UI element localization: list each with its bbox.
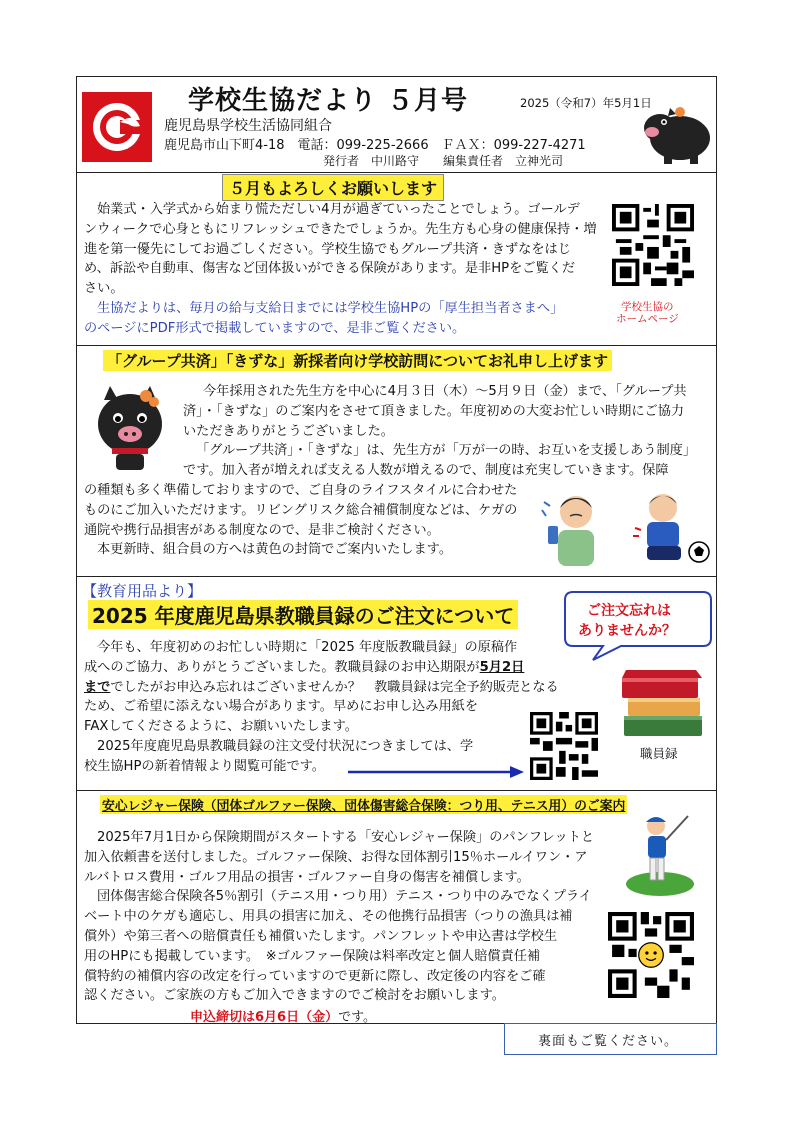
leisure-deadline bbox=[190, 1006, 376, 1025]
divider-visit bbox=[76, 576, 717, 577]
greeting-body bbox=[84, 200, 597, 339]
greeting-line: ンウィークで心身ともにリフレッシュできたでしょうか。先生方も心身の健康保持・増 bbox=[84, 221, 597, 237]
boar-girl-mascot-icon bbox=[90, 382, 170, 472]
roster-deadline-date: 5月2日 bbox=[479, 659, 525, 675]
page-title: 学校生協だより ５月号 bbox=[188, 86, 469, 116]
visit-line: ものにご加入いただけます。リビングリスク総合補償制度などは、ケガの bbox=[84, 502, 518, 518]
visit-line: 済」・「きずな」のご案内をさせて頂きました。年度初めの大変お忙しい時期にご協力 bbox=[183, 403, 685, 419]
leisure-line: 償特約の補償内容の改定を行っていますので更新に際し、改定後の内容をご確 bbox=[84, 968, 546, 984]
homepage-qr-code[interactable] bbox=[612, 204, 694, 286]
visit-heading: 「グループ共済」「きずな」新採者向け学校訪問についてお礼申し上げます bbox=[103, 350, 612, 371]
boar-mascot-icon bbox=[640, 98, 712, 168]
greeting-blue-line: 生協だよりは、毎月の給与支給日までには学校生協HPの「厚生担当者さまへ」 bbox=[97, 300, 564, 316]
divider-roster bbox=[76, 790, 717, 791]
book-stack-illustration bbox=[618, 664, 706, 740]
injured-child-illustration bbox=[625, 488, 713, 568]
roster-line: 今年も、年度初めのお忙しい時期に「2025 年度版教職員録」の原稿作 bbox=[97, 640, 518, 655]
coop-logo bbox=[82, 92, 152, 162]
greeting-blue-line: のページにPDF形式で掲載していますので、是非ご覧ください。 bbox=[84, 320, 466, 336]
worried-person-illustration bbox=[540, 490, 612, 568]
roster-line-text: でしたがお申込み忘れはございませんか？ 教職員録は完全予約販売となる bbox=[110, 679, 559, 695]
divider-greeting bbox=[76, 345, 717, 346]
leisure-line: 団体傷害総合保険各5％割引（テニス用・つり用）テニス・つり中のみでなくプライ bbox=[97, 889, 592, 905]
leisure-line: 加入依頼書を送付しました。ゴルファー保険、お得な団体割引15％ホールイワン・ア bbox=[84, 849, 588, 865]
greeting-line: 進を第一優先にしてお過ごしください。学校生協でもグループ共済・きずなをはじ bbox=[84, 241, 571, 257]
roster-body bbox=[84, 638, 559, 777]
qr-caption-2: ホームページ bbox=[616, 313, 679, 325]
leisure-line: 用のHPにも掲載しています。 ※ゴルファー保険は料率改定と個人賠償責任補 bbox=[84, 948, 541, 964]
roster-line bbox=[84, 658, 559, 678]
visit-line: 「グループ共済」・「きずな」は、先生方が「万が一の時、お互いを支援しあう制度」 bbox=[196, 443, 697, 459]
divider-header bbox=[76, 172, 717, 173]
bubble-line-2: ありませんか？ bbox=[578, 623, 676, 639]
issue-date: 2025（令和7）年5月1日 bbox=[520, 96, 652, 110]
book-caption: 職員録 bbox=[640, 746, 678, 761]
roster-line bbox=[84, 678, 559, 698]
roster-line-text: 成へのご協力、ありがとうございました。教職員録のお申込期限が bbox=[84, 659, 480, 675]
roster-line: 校生協HPの新着情報より閲覧可能です。 bbox=[84, 758, 325, 774]
leisure-qr-code[interactable] bbox=[608, 912, 694, 998]
arrow-to-qr-icon bbox=[348, 764, 524, 778]
roster-heading: 2025 年度鹿児島県教職員録のご注文について bbox=[88, 600, 518, 629]
address-line: 鹿児島市山下町4-18 電話：099-225-2666 ＦＡＸ：099-227-4271 bbox=[164, 138, 586, 153]
visit-line: です。加入者が増えれば支える人数が増えるので、制度は充実していきます。保障 bbox=[183, 463, 669, 479]
bubble-line-1: ご注文忘れは bbox=[587, 603, 671, 619]
org-name: 鹿児島県学校生活協同組合 bbox=[164, 118, 332, 134]
qr-caption-1: 学校生協の bbox=[621, 301, 674, 313]
leisure-line: 償外）や第三者への賠償責任も補償いたします。パンフレットや申込書は学校生 bbox=[84, 928, 558, 944]
greeting-line: 始業式・入学式から始まり慌ただしい4月が過ぎていったことでしょう。ゴールデ bbox=[97, 202, 580, 217]
back-page-note: 裏面もご覧ください。 bbox=[538, 1034, 679, 1049]
leisure-deadline-tail: です。 bbox=[338, 1010, 377, 1025]
leisure-deadline-red: 申込締切は6月6日（金） bbox=[190, 1010, 339, 1025]
greeting-line: さい。 bbox=[84, 281, 124, 297]
roster-line: ため、ご希望に添えない場合があります。早めにお申し込み用紙を bbox=[84, 699, 479, 715]
visit-line: 通院や携行品損害がある制度なので、是非ご検討ください。 bbox=[84, 522, 440, 538]
leisure-heading: 安心レジャー保険（団体ゴルファー保険、団体傷害総合保険：つり用、テニス用）のご案内 bbox=[100, 795, 627, 814]
roster-line: FAXしてくださるように、お願いいたします。 bbox=[84, 719, 358, 735]
roster-tag: 【教育用品より】 bbox=[82, 582, 203, 600]
publisher-line: 発行者 中川路守 編集責任者 立神光司 bbox=[323, 154, 564, 168]
golfer-illustration bbox=[622, 808, 698, 898]
greeting-heading: ５月もよろしくお願いします bbox=[222, 174, 444, 201]
visit-body-right bbox=[183, 382, 696, 481]
reminder-speech-bubble bbox=[563, 590, 713, 658]
leisure-body bbox=[84, 828, 594, 1006]
leisure-line: ベート中のケガも適応し、用具の損害に加え、その他携行品損害（つりの漁具は補 bbox=[84, 909, 573, 925]
roster-deadline-suffix: まで bbox=[84, 679, 111, 695]
visit-body-left bbox=[84, 481, 517, 560]
leisure-line: 認ください。ご家族の方もご加入できますのでご検討をお願いします。 bbox=[84, 988, 505, 1004]
visit-line: いただきありがとうございました。 bbox=[183, 423, 394, 439]
roster-qr-code[interactable] bbox=[530, 712, 598, 780]
roster-line: 2025年度鹿児島県教職員録の注文受付状況につきましては、学 bbox=[97, 738, 474, 754]
greeting-line: め、訴訟や自動車、傷害など団体扱いができる保険があります。是非HPをご覧くだ bbox=[84, 261, 576, 277]
visit-line: 本更新時、組合員の方へは黄色の封筒でご案内いたします。 bbox=[97, 542, 453, 558]
leisure-line: 2025年7月1日から保険期間がスタートする「安心レジャー保険」のパンフレットと bbox=[97, 830, 595, 845]
visit-line: 今年採用された先生方を中心に4月３日（木）～5月９日（金）まで、「グループ共 bbox=[203, 384, 687, 399]
visit-line: の種類も多く準備しておりますので、ご自身のライフスタイルに合わせた bbox=[84, 483, 518, 498]
leisure-line: ルバトロス費用・ゴルフ用品の損害・ゴルファー自身の傷害を補償します。 bbox=[84, 869, 530, 885]
